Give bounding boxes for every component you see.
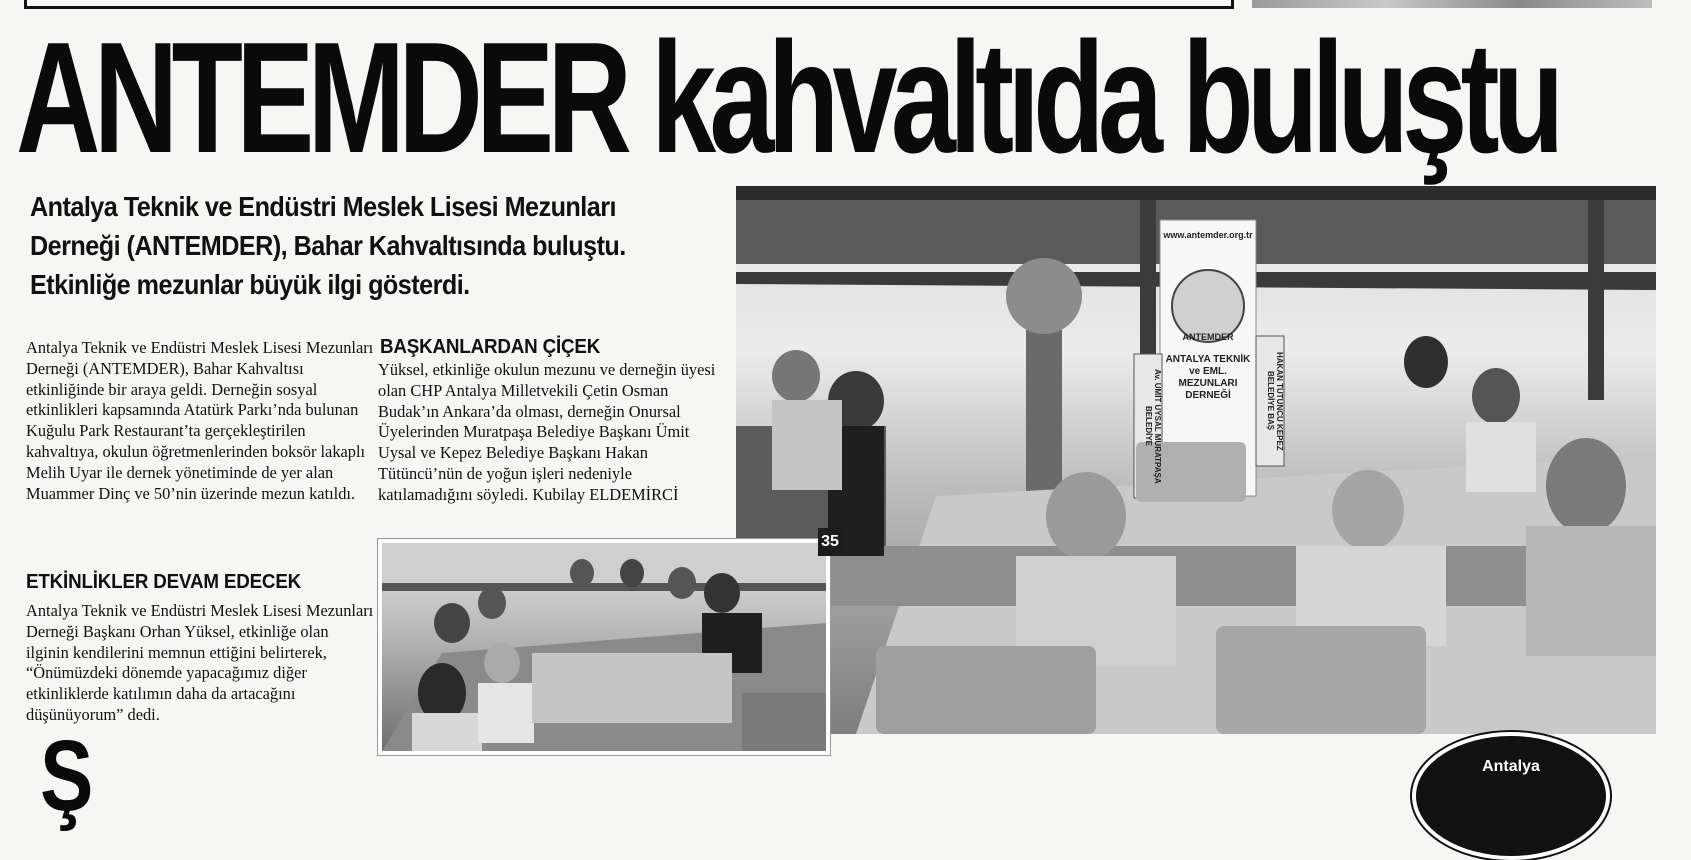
banner-name-text: ANTALYA TEKNİK ve EML. MEZUNLARI DERNEĞİ [1165, 354, 1251, 401]
wreath-tutuncu-text: HAKAN TÜTÜNCÜ KEPEZ BELEDİYE BAŞ [1266, 351, 1284, 451]
body-paragraph-3: Yüksel, etkinliğe okulun mezunu ve derneğin üyesi olan CHP Antalya Milletvekili Çetin Osman Budak’ın Ankara’da olması, derneğin Onursal Üyelerinden Muratpaşa Belediye Başkanı Ümit Uysal ve Kepez Belediye Başkanı Hakan Tütüncü’nün de yoğun işleri nedeniyle katılamadığını söyledi. Kubilay ELDEMİRCİ [378, 360, 716, 504]
banner-url-text: www.antemder.org.tr [1163, 230, 1253, 240]
banner-org-text: ANTEMDER [1182, 332, 1234, 342]
table-number-sign: 35 [818, 528, 842, 556]
page-headline: ANTEMDER kahvaltıda buluştu [16, 10, 1558, 186]
main-photo-breakfast [736, 186, 1656, 734]
inset-photo-breakfast [378, 539, 830, 755]
badge-label: Antalya [1482, 758, 1540, 775]
lead-paragraph: Antalya Teknik ve Endüstri Meslek Lisesi Mezunları Derneği (ANTEMDER), Bahar Kahvaltısında buluştu. Etkinliğe mezunlar büyük ilgi gösterdi. [30, 191, 626, 300]
wreath-uysal-text: Av. ÜMİT UYSAL MURATPAŞA BELEDİYE [1144, 368, 1162, 484]
main-photo-illustration [736, 186, 1656, 734]
body-paragraph-1: Antalya Teknik ve Endüstri Meslek Lisesi Mezunları Derneği (ANTEMDER), Bahar Kahvaltısı etkinliğinde bir araya geldi. Derneğin sosyal etkinlikleri kapsamında Atatürk Parkı’nda bulunan Kuğulu Park Restaurant’ta gerçekleştirilen kahvaltıya, okulun öğretmenlerinden boksör lakaplı Melih Uyar ile dernek yönetiminde de yer alan Muammer Dinç ve 50’nin üzerinde mezun katıldı. [26, 338, 374, 503]
subhead-etkinlikler: ETKİNLİKLER DEVAM EDECEK [26, 571, 302, 593]
subhead-baskanlardan: BAŞKANLARDAN ÇİÇEK [380, 336, 601, 358]
next-article-badge [1412, 732, 1610, 860]
previous-article-frame [24, 0, 1234, 9]
inset-photo-illustration [382, 543, 826, 751]
next-article-headline-fragment: Ş [40, 720, 91, 832]
previous-photo-edge [1252, 0, 1652, 8]
body-paragraph-2: Antalya Teknik ve Endüstri Meslek Lisesi Mezunları Derneği Başkanı Orhan Yüksel, etkinliğe olan ilginin kendilerini memnun ettiğini belirterek, “Önümüzdeki dönemde yapacağımız diğer etkinliklerde katılımın daha da artacağını düşünüyorum” dedi. [26, 601, 374, 724]
